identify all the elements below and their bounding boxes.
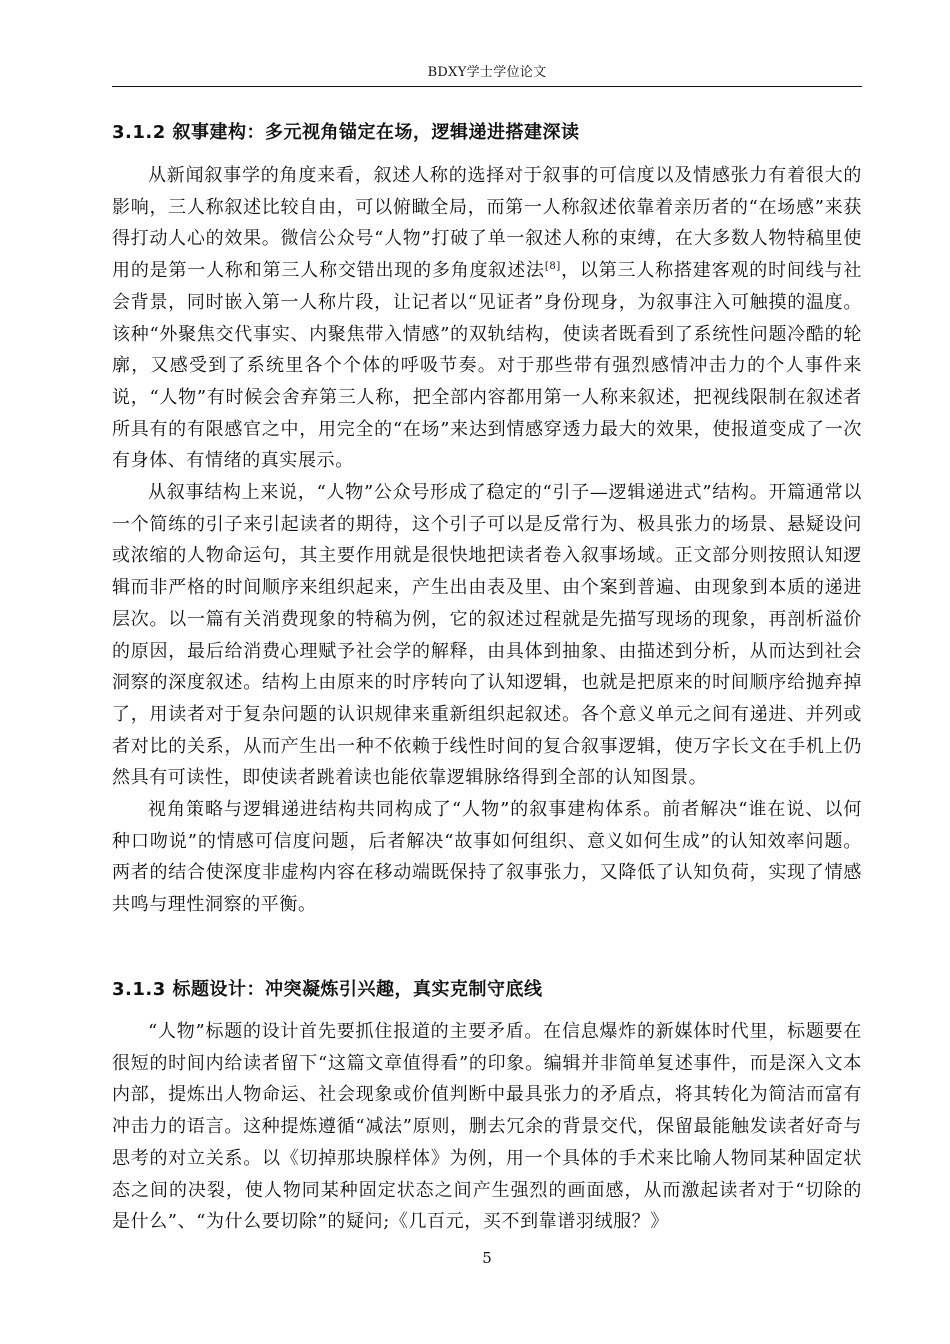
paragraph-narrative-structure: 从叙事结构上来说，“人物”公众号形成了稳定的“引子—逻辑递进式”结构。开篇通常以一个简练的引子来引起读者的期待，这个引子可以是反常行为、极具张力的场景、悬疑设问或浓缩的人物命运句，其主要作用就是很快地把读者卷入叙事场域。正文部分则按照认知逻辑而非严格的时间顺序来组织起来，产生出由表及里、由个案到普遍、由现象到本质的递进层次。以一篇有关消费现象的特稿为例，它的叙述过程就是先描写现场的现象，再剖析溢价的原因，最后给消费心理赋予社会学的解释，由具体到抽象、由描述到分析，从而达到社会洞察的深度叙述。结构上由原来的时序转向了认知逻辑，也就是把原来的时间顺序给抛弃掉了，用读者对于复杂问题的认识规律来重新组织起叙述。各个意义单元之间有递进、并列或者对比的关系，从而产生出一种不依赖于线性时间的复合叙事逻辑，使万字长文在手机上仍然具有可读性，即使读者跳着读也能依靠逻辑脉络得到全部的认知图景。 [112,482,862,789]
section-3-1-2-body [112,160,862,921]
header-rule [112,86,862,87]
paragraph-narrative-summary: 视角策略与逻辑递进结构共同构成了“人物”的叙事建构体系。前者解决“谁在说、以何种口吻说”的情感可信度问题，后者解决“故事如何组织、意义如何生成”的认知效率问题。两者的结合使深度非虚构内容在移动端既保持了叙事张力，又降低了认知负荷，实现了情感共鸣与理性洞察的平衡。 [112,799,862,916]
section-heading-3-1-3: 3.1.3 标题设计：冲突凝炼引兴趣，真实克制守底线 [112,979,543,1000]
paragraph-title-design: “人物”标题的设计首先要抓住报道的主要矛盾。在信息爆炸的新媒体时代里，标题要在很短的时间内给读者留下“这篇文章值得看”的印象。编辑并非简单复述事件，而是深入文本内部，提炼出人物命运、社会现象或价值判断中最具张力的矛盾点，将其转化为简洁而富有冲击力的语言。这种提炼遵循“减法”原则，删去冗余的背景交代，保留最能触发读者好奇与思考的对立关系。以《切掉那块腺样体》为例，用一个具体的手术来比喻人物同某种固定状态之间的决裂，使人物同某种固定状态之间产生强烈的画面感，从而激起读者对于“切除的是什么”、“为什么要切除”的疑问;《几百元，买不到靠谱羽绒服？》 [112,1021,862,1233]
section-3-1-3-body [112,1016,862,1238]
paragraph-text: 从新闻叙事学的角度来看，叙述人称的选择对于叙事的可信度以及情感张力有着很大的影响，三人称叙述比较自由，可以俯瞰全局，而第一人称叙述依靠着亲历者的“在场感”来获得打动人心的效果。微信公众号“人物”打破了单一叙述人称的束缚，在大多数人物特稿里使用的是第一人称和第三人称交错出现的多角度叙述法 [112,165,862,282]
page-number: 5 [482,1249,492,1267]
running-header: BDXY学士学位论文 [427,65,547,80]
paragraph-text: ，以第三人称搭建客观的时间线与社会背景，同时嵌入第一人称片段，让记者以“见证者”身份现身，为叙事注入可触摸的温度。该种“外聚焦交代事实、内聚焦带入情感”的双轨结构，使读者既看到了系统性问题冷酷的轮廓，又感受到了系统里各个个体的呼吸节奏。对于那些带有强烈感情冲击力的个人事件来说，“人物”有时候会舍弃第三人称，把全部内容都用第一人称来叙述，把视线限制在叙述者所具有的有限感官之中，用完全的“在场”来达到情感穿透力最大的效果，使报道变成了一次有身体、有情绪的真实展示。 [112,260,862,472]
paragraph-narrative-perspective [112,160,862,477]
citation-ref: [8] [544,261,561,273]
section-heading-3-1-2: 3.1.2 叙事建构：多元视角锚定在场，逻辑递进搭建深读 [112,122,580,143]
